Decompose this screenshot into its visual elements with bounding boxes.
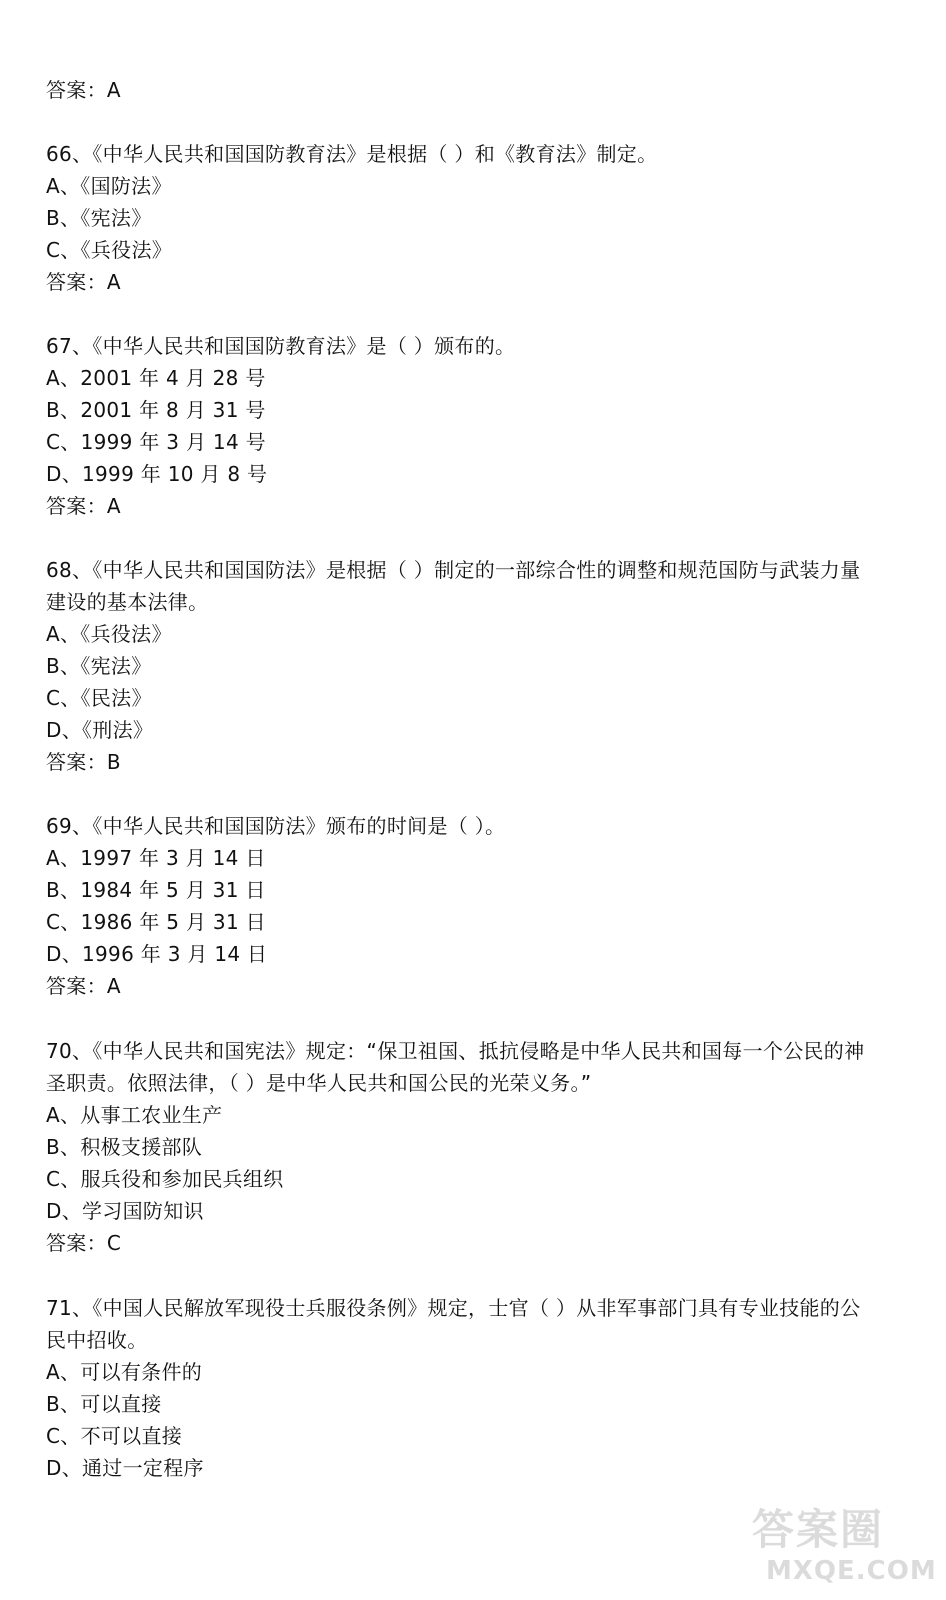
option-b: B、《宪法》 bbox=[46, 206, 152, 230]
option-d: D、通过一定程序 bbox=[46, 1456, 204, 1480]
answer-line: 答案：B bbox=[46, 750, 121, 774]
option-d: D、《刑法》 bbox=[46, 718, 154, 742]
question-67 bbox=[46, 330, 906, 522]
option-c: C、1999 年 3 月 14 号 bbox=[46, 430, 266, 454]
option-a: A、1997 年 3 月 14 日 bbox=[46, 846, 266, 870]
option-a: A、《兵役法》 bbox=[46, 622, 172, 646]
option-a: A、可以有条件的 bbox=[46, 1360, 203, 1384]
watermark-top-text: 答案圈 bbox=[752, 1505, 885, 1554]
watermark-bottom-text: MXQE.COM bbox=[766, 1556, 937, 1586]
option-d: D、1996 年 3 月 14 日 bbox=[46, 942, 268, 966]
option-c: C、服兵役和参加民兵组织 bbox=[46, 1167, 284, 1191]
answer-line: 答案：A bbox=[46, 270, 121, 294]
question-stem: 71、《中国人民解放军现役士兵服役条例》规定，士官（ ）从非军事部门具有专业技能的公 bbox=[46, 1296, 861, 1320]
watermark-logo bbox=[752, 1505, 937, 1590]
option-c: C、《兵役法》 bbox=[46, 238, 173, 262]
option-d: D、学习国防知识 bbox=[46, 1199, 204, 1223]
question-stem: 69、《中华人民共和国国防法》颁布的时间是（ ）。 bbox=[46, 814, 506, 838]
question-stem-continued: 建设的基本法律。 bbox=[46, 590, 209, 614]
answer-line: 答案：A bbox=[46, 974, 121, 998]
question-stem: 68、《中华人民共和国国防法》是根据（ ）制定的一部综合性的调整和规范国防与武装力量 bbox=[46, 558, 861, 582]
question-stem: 70、《中华人民共和国宪法》规定：“保卫祖国、抵抗侵略是中华人民共和国每一个公民的神 bbox=[46, 1039, 865, 1063]
option-c: C、《民法》 bbox=[46, 686, 152, 710]
option-b: B、积极支援部队 bbox=[46, 1135, 203, 1159]
question-70 bbox=[46, 1035, 906, 1259]
question-stem: 67、《中华人民共和国国防教育法》是（ ）颁布的。 bbox=[46, 334, 516, 358]
answer-line: 答案：A bbox=[46, 494, 121, 518]
question-69 bbox=[46, 810, 906, 1002]
answer-line: 答案：C bbox=[46, 1231, 122, 1255]
option-a: A、从事工农业生产 bbox=[46, 1103, 223, 1127]
question-66 bbox=[46, 138, 906, 298]
option-d: D、1999 年 10 月 8 号 bbox=[46, 462, 268, 486]
question-stem-continued: 民中招收。 bbox=[46, 1328, 148, 1352]
question-68 bbox=[46, 554, 906, 778]
option-b: B、1984 年 5 月 31 日 bbox=[46, 878, 266, 902]
question-71 bbox=[46, 1292, 906, 1484]
option-b: B、《宪法》 bbox=[46, 654, 152, 678]
option-b: B、2001 年 8 月 31 号 bbox=[46, 398, 266, 422]
answer-line-65: 答案：A bbox=[46, 78, 121, 102]
question-stem: 66、《中华人民共和国国防教育法》是根据（ ）和《教育法》制定。 bbox=[46, 142, 658, 166]
option-b: B、可以直接 bbox=[46, 1392, 162, 1416]
option-a: A、《国防法》 bbox=[46, 174, 172, 198]
option-a: A、2001 年 4 月 28 号 bbox=[46, 366, 266, 390]
option-c: C、不可以直接 bbox=[46, 1424, 183, 1448]
question-stem-continued: 圣职责。依照法律，（ ）是中华人民共和国公民的光荣义务。” bbox=[46, 1071, 592, 1095]
option-c: C、1986 年 5 月 31 日 bbox=[46, 910, 266, 934]
